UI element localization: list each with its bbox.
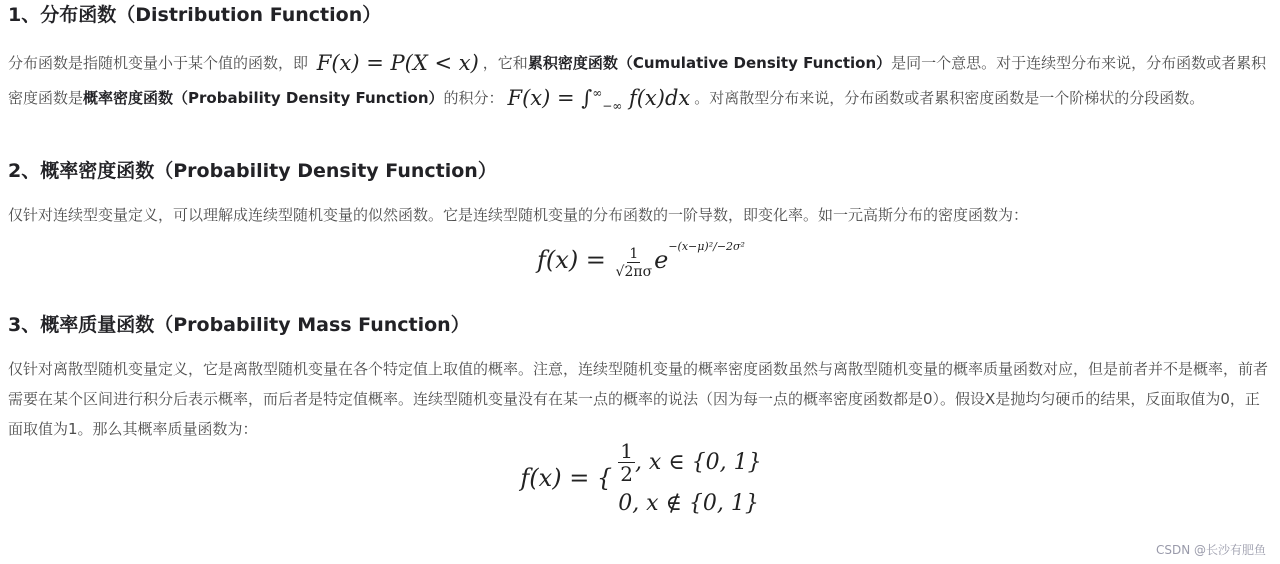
section2-heading: 2、概率密度函数（Probability Density Function） — [8, 160, 497, 182]
gaussian-lhs: f(x) = — [537, 246, 614, 274]
cumulative-density-term: 累积密度函数（Cumulative Density Function） — [527, 54, 892, 72]
pmf-case-1-condition: , x ∈ {0, 1} — [634, 450, 762, 475]
integral-lower-limit: −∞ — [602, 99, 623, 114]
section1-text-e: 。对离散型分布来说，分布函数或者累积密度函数是一个阶梯状的分段函数。 — [694, 89, 1205, 107]
gaussian-exponent: −(x−μ)²/−2σ² — [668, 240, 745, 253]
integral-lhs: F(x) = ∫ — [507, 86, 593, 110]
probability-density-term: 概率密度函数（Probability Density Function） — [83, 89, 444, 107]
section3-heading: 3、概率质量函数（Probability Mass Function） — [8, 314, 470, 336]
section1-text-a: 分布函数是指随机变量小于某个值的函数，即 — [8, 54, 313, 72]
section1-text-d: 的积分： — [443, 89, 504, 107]
section3-paragraph: 仅针对离散型随机变量定义，它是离散型随机变量在各个特定值上取值的概率。注意，连续型随机变量的概率密度函数虽然与离散型随机变量的概率质量函数对应，但是前者并不是概率，前者需要在某个区间进行积分后表示概率，而后者是特定值概率。连续型随机变量没有在某一点的概率的说法（因为每一点的概率密度函数都是0）。假设X是抛均匀硬币的结果，反面取值为0，正面取值为1。那么其概率质量函数为： — [8, 360, 1269, 438]
pmf-formula-row — [520, 440, 761, 516]
csdn-watermark: CSDN @长沙有肥鱼 — [1155, 543, 1266, 557]
pmf-half-denominator: 2 — [620, 462, 633, 486]
section1-text-b: ，它和 — [482, 54, 528, 72]
gaussian-numerator: 1 — [629, 246, 639, 262]
pmf-case-1 — [618, 440, 761, 485]
pmf-half — [618, 440, 635, 485]
integral-upper-limit: ∞ — [592, 86, 603, 100]
gaussian-pdf-formula — [8, 240, 1274, 290]
integral-body: f(x)dx — [628, 86, 691, 110]
gaussian-e: e — [654, 246, 669, 274]
pmf-formula — [8, 440, 1274, 540]
pmf-lhs: f(x) = { — [520, 464, 613, 492]
cdf-inline-formula: F(x) = P(X < x) — [316, 51, 479, 75]
section1-heading: 1、分布函数（Distribution Function） — [8, 4, 382, 26]
section1-paragraph — [8, 48, 1274, 121]
pmf-half-numerator: 1 — [620, 439, 633, 463]
section1-text-c: 是同一个意思。对于连续型分布来说，分布函数或者累积密度函数是 — [8, 54, 1267, 107]
section2-paragraph: 仅针对连续型变量定义，可以理解成连续型随机变量的似然函数。它是连续型随机变量的分布函数的一阶导数，即变化率。如一元高斯分布的密度函数为： — [8, 206, 1029, 224]
pmf-cases — [618, 440, 761, 516]
pmf-case-2: 0, x ∉ {0, 1} — [618, 491, 759, 516]
gaussian-fraction — [614, 246, 655, 281]
cdf-integral-formula — [504, 86, 695, 114]
gaussian-denominator: √2πσ — [615, 264, 653, 280]
